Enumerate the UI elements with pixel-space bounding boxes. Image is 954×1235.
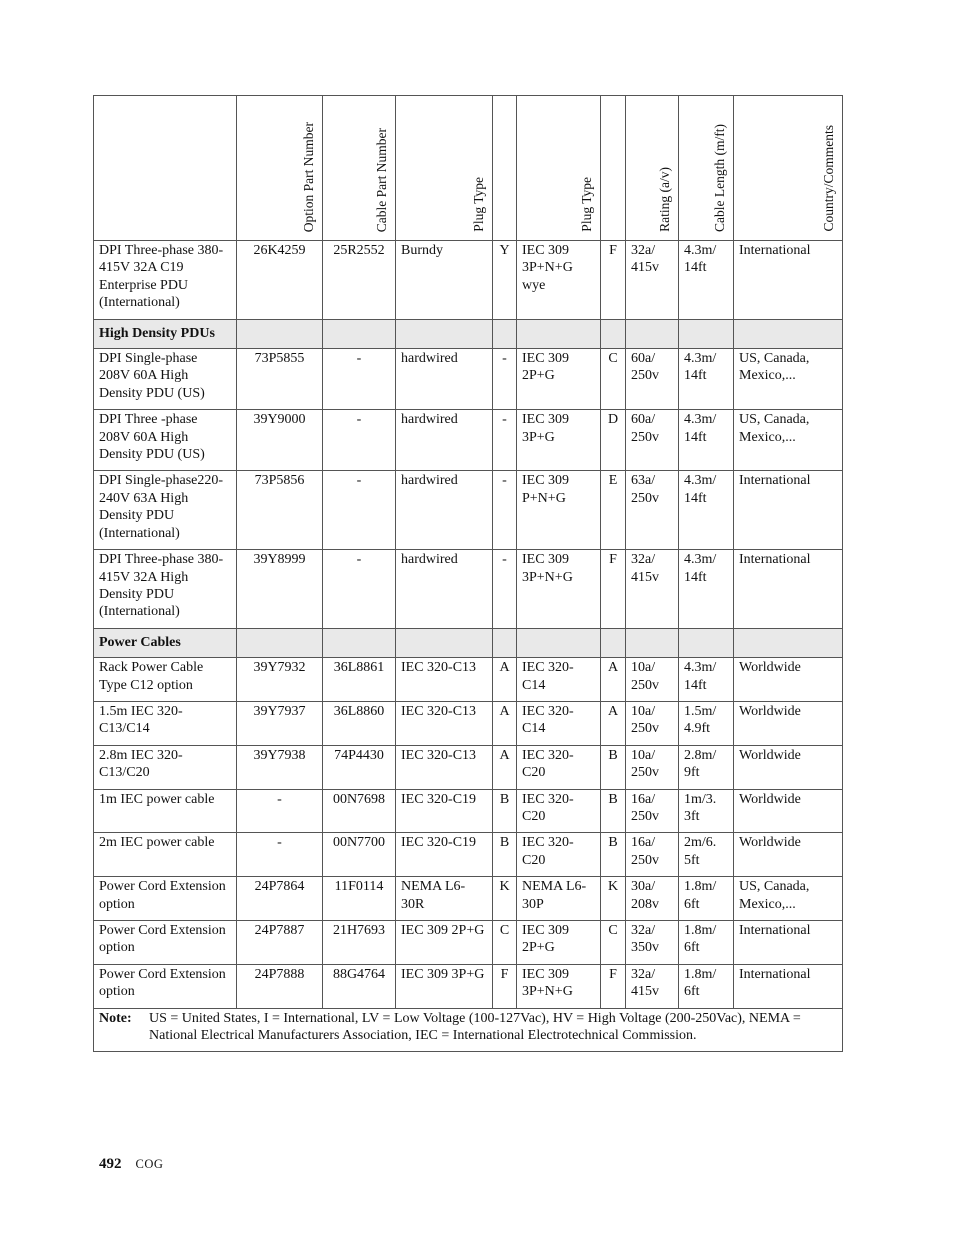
cell-plug-code-2: C bbox=[601, 349, 626, 410]
header-code-2 bbox=[601, 96, 626, 241]
header-country-label: Country/Comments bbox=[821, 125, 836, 232]
table-body bbox=[94, 241, 843, 1009]
cell-plug-code-1: K bbox=[493, 877, 517, 921]
cell-cable-part: 36L8861 bbox=[323, 658, 396, 702]
section-empty-cell bbox=[493, 319, 517, 348]
cell-plug-code-1: A bbox=[493, 658, 517, 702]
cell-cable-length: 1.5m/ 4.9ft bbox=[679, 701, 734, 745]
cell-rating: 16a/ 250v bbox=[626, 789, 679, 833]
cell-plug-type-2: IEC 320- C20 bbox=[517, 745, 601, 789]
section-row bbox=[94, 319, 843, 348]
header-code-1 bbox=[493, 96, 517, 241]
cell-rating: 16a/ 250v bbox=[626, 833, 679, 877]
cell-cable-length: 1.8m/ 6ft bbox=[679, 964, 734, 1008]
header-country bbox=[734, 96, 843, 241]
cell-rating: 32a/ 350v bbox=[626, 921, 679, 965]
cell-cable-part: 74P4430 bbox=[323, 745, 396, 789]
cell-country: Worldwide bbox=[734, 745, 843, 789]
cell-description: DPI Three-phase 380-415V 32A C19 Enterprise PDU (International) bbox=[94, 241, 237, 320]
cell-plug-code-2: A bbox=[601, 701, 626, 745]
cell-description: 2m IEC power cable bbox=[94, 833, 237, 877]
cell-cable-length: 4.3m/ 14ft bbox=[679, 410, 734, 471]
cell-plug-type-2: IEC 309 3P+G bbox=[517, 410, 601, 471]
cell-country: Worldwide bbox=[734, 789, 843, 833]
table-row bbox=[94, 877, 843, 921]
running-title: COG bbox=[135, 1157, 164, 1171]
cell-cable-part: 00N7700 bbox=[323, 833, 396, 877]
section-empty-cell bbox=[679, 628, 734, 657]
cell-rating: 32a/ 415v bbox=[626, 241, 679, 320]
page-number: 492 bbox=[99, 1156, 122, 1172]
cell-country: US, Canada, Mexico,... bbox=[734, 877, 843, 921]
cell-rating: 10a/ 250v bbox=[626, 745, 679, 789]
cell-cable-part: - bbox=[323, 471, 396, 550]
cell-cable-length: 1m/3. 3ft bbox=[679, 789, 734, 833]
header-cable-length bbox=[679, 96, 734, 241]
cell-plug-code-1: B bbox=[493, 833, 517, 877]
section-empty-cell bbox=[237, 319, 323, 348]
header-option-part bbox=[237, 96, 323, 241]
cell-plug-type-2: IEC 309 P+N+G bbox=[517, 471, 601, 550]
cell-country: International bbox=[734, 471, 843, 550]
cell-cable-length: 1.8m/ 6ft bbox=[679, 877, 734, 921]
cell-rating: 10a/ 250v bbox=[626, 658, 679, 702]
cell-country: International bbox=[734, 964, 843, 1008]
cell-cable-length: 4.3m/ 14ft bbox=[679, 550, 734, 629]
cell-plug-type-2: IEC 320- C14 bbox=[517, 701, 601, 745]
cell-cable-part: 00N7698 bbox=[323, 789, 396, 833]
cell-plug-type-2: IEC 320- C20 bbox=[517, 789, 601, 833]
header-plug-type-2-label: Plug Type bbox=[579, 177, 594, 232]
cell-plug-type-2: IEC 309 3P+N+G bbox=[517, 550, 601, 629]
cell-plug-type-1: hardwired bbox=[396, 471, 493, 550]
cell-cable-length: 4.3m/ 14ft bbox=[679, 241, 734, 320]
cell-description: 2.8m IEC 320- C13/C20 bbox=[94, 745, 237, 789]
table-row bbox=[94, 833, 843, 877]
cell-plug-type-2: NEMA L6- 30P bbox=[517, 877, 601, 921]
cell-plug-code-2: E bbox=[601, 471, 626, 550]
power-cable-table bbox=[93, 95, 843, 1052]
cell-plug-type-2: IEC 309 3P+N+G bbox=[517, 964, 601, 1008]
cell-plug-type-1: IEC 309 2P+G bbox=[396, 921, 493, 965]
cell-plug-code-2: B bbox=[601, 745, 626, 789]
table-row bbox=[94, 410, 843, 471]
cell-option-part: 39Y7938 bbox=[237, 745, 323, 789]
cell-plug-type-2: IEC 320- C14 bbox=[517, 658, 601, 702]
cell-plug-code-1: A bbox=[493, 701, 517, 745]
cell-option-part: 39Y7937 bbox=[237, 701, 323, 745]
section-empty-cell bbox=[396, 319, 493, 348]
section-empty-cell bbox=[626, 319, 679, 348]
cell-plug-code-1: Y bbox=[493, 241, 517, 320]
section-empty-cell bbox=[734, 319, 843, 348]
cell-country: International bbox=[734, 241, 843, 320]
table-row bbox=[94, 550, 843, 629]
section-empty-cell bbox=[323, 628, 396, 657]
cell-plug-type-1: IEC 320-C19 bbox=[396, 833, 493, 877]
cell-option-part: - bbox=[237, 833, 323, 877]
cell-country: International bbox=[734, 550, 843, 629]
note bbox=[99, 1010, 837, 1045]
cell-plug-type-1: IEC 320-C19 bbox=[396, 789, 493, 833]
cell-plug-type-2: IEC 309 3P+N+G wye bbox=[517, 241, 601, 320]
cell-country: US, Canada, Mexico,... bbox=[734, 410, 843, 471]
section-label: Power Cables bbox=[94, 628, 237, 657]
cell-option-part: 24P7887 bbox=[237, 921, 323, 965]
cell-option-part: 24P7864 bbox=[237, 877, 323, 921]
section-empty-cell bbox=[626, 628, 679, 657]
cell-description: Rack Power Cable Type C12 option bbox=[94, 658, 237, 702]
cell-option-part: - bbox=[237, 789, 323, 833]
note-cell bbox=[94, 1008, 843, 1052]
cell-plug-code-1: B bbox=[493, 789, 517, 833]
cell-country: Worldwide bbox=[734, 658, 843, 702]
cell-description: DPI Three-phase 380-415V 32A High Density PDU (International) bbox=[94, 550, 237, 629]
page-footer bbox=[99, 1156, 163, 1173]
cell-description: Power Cord Extension option bbox=[94, 921, 237, 965]
cell-description: Power Cord Extension option bbox=[94, 877, 237, 921]
cell-plug-code-2: D bbox=[601, 410, 626, 471]
section-empty-cell bbox=[323, 319, 396, 348]
table-row bbox=[94, 701, 843, 745]
cell-plug-code-2: K bbox=[601, 877, 626, 921]
cell-option-part: 39Y9000 bbox=[237, 410, 323, 471]
cell-cable-length: 2m/6. 5ft bbox=[679, 833, 734, 877]
cell-cable-part: 11F0114 bbox=[323, 877, 396, 921]
section-empty-cell bbox=[237, 628, 323, 657]
table-row bbox=[94, 471, 843, 550]
section-empty-cell bbox=[493, 628, 517, 657]
section-empty-cell bbox=[396, 628, 493, 657]
header-cable-part-label: Cable Part Number bbox=[374, 127, 389, 232]
cell-cable-length: 4.3m/ 14ft bbox=[679, 349, 734, 410]
cell-country: Worldwide bbox=[734, 701, 843, 745]
header-plug-type-1 bbox=[396, 96, 493, 241]
cell-plug-code-1: - bbox=[493, 550, 517, 629]
cell-rating: 10a/ 250v bbox=[626, 701, 679, 745]
section-row bbox=[94, 628, 843, 657]
section-empty-cell bbox=[601, 628, 626, 657]
cell-cable-length: 4.3m/ 14ft bbox=[679, 658, 734, 702]
table-row bbox=[94, 349, 843, 410]
header-cable-part bbox=[323, 96, 396, 241]
cell-rating: 32a/ 415v bbox=[626, 964, 679, 1008]
section-empty-cell bbox=[679, 319, 734, 348]
header-row bbox=[94, 96, 843, 241]
cell-plug-type-1: IEC 320-C13 bbox=[396, 745, 493, 789]
cell-option-part: 73P5855 bbox=[237, 349, 323, 410]
cell-plug-code-2: A bbox=[601, 658, 626, 702]
cell-rating: 60a/ 250v bbox=[626, 410, 679, 471]
cell-plug-type-1: IEC 320-C13 bbox=[396, 658, 493, 702]
cell-plug-code-2: F bbox=[601, 550, 626, 629]
cell-plug-type-1: hardwired bbox=[396, 410, 493, 471]
header-rating bbox=[626, 96, 679, 241]
cell-plug-code-2: C bbox=[601, 921, 626, 965]
header-cable-length-label: Cable Length (m/ft) bbox=[712, 124, 727, 232]
cell-rating: 32a/ 415v bbox=[626, 550, 679, 629]
cell-cable-part: 21H7693 bbox=[323, 921, 396, 965]
header-description bbox=[94, 96, 237, 241]
table-row bbox=[94, 921, 843, 965]
cell-cable-length: 1.8m/ 6ft bbox=[679, 921, 734, 965]
cell-plug-code-1: A bbox=[493, 745, 517, 789]
cell-option-part: 73P5856 bbox=[237, 471, 323, 550]
cell-option-part: 39Y8999 bbox=[237, 550, 323, 629]
header-plug-type-1-label: Plug Type bbox=[471, 177, 486, 232]
cell-plug-type-2: IEC 320- C20 bbox=[517, 833, 601, 877]
cell-plug-type-1: hardwired bbox=[396, 349, 493, 410]
cell-country: International bbox=[734, 921, 843, 965]
cell-plug-code-2: B bbox=[601, 789, 626, 833]
cell-plug-type-1: hardwired bbox=[396, 550, 493, 629]
cell-description: DPI Three -phase 208V 60A High Density PDU (US) bbox=[94, 410, 237, 471]
note-label: Note: bbox=[99, 1010, 132, 1026]
cell-cable-length: 2.8m/ 9ft bbox=[679, 745, 734, 789]
cell-plug-code-2: B bbox=[601, 833, 626, 877]
cell-plug-type-2: IEC 309 2P+G bbox=[517, 349, 601, 410]
header-plug-type-2 bbox=[517, 96, 601, 241]
cell-plug-type-1: IEC 309 3P+G bbox=[396, 964, 493, 1008]
cell-rating: 60a/ 250v bbox=[626, 349, 679, 410]
cell-rating: 30a/ 208v bbox=[626, 877, 679, 921]
section-empty-cell bbox=[734, 628, 843, 657]
cell-cable-part: 88G4764 bbox=[323, 964, 396, 1008]
header-option-part-label: Option Part Number bbox=[301, 121, 316, 232]
cell-description: DPI Single-phase 208V 60A High Density PDU (US) bbox=[94, 349, 237, 410]
section-empty-cell bbox=[517, 319, 601, 348]
cell-country: Worldwide bbox=[734, 833, 843, 877]
cell-country: US, Canada, Mexico,... bbox=[734, 349, 843, 410]
cell-cable-part: - bbox=[323, 349, 396, 410]
cell-description: Power Cord Extension option bbox=[94, 964, 237, 1008]
table-row bbox=[94, 658, 843, 702]
section-empty-cell bbox=[601, 319, 626, 348]
cell-cable-part: - bbox=[323, 410, 396, 471]
cell-option-part: 39Y7932 bbox=[237, 658, 323, 702]
cell-option-part: 24P7888 bbox=[237, 964, 323, 1008]
cell-plug-type-1: NEMA L6- 30R bbox=[396, 877, 493, 921]
table-row bbox=[94, 745, 843, 789]
header-rating-label: Rating (a/v) bbox=[657, 167, 672, 232]
table-row bbox=[94, 789, 843, 833]
cell-plug-code-1: - bbox=[493, 471, 517, 550]
note-text: US = United States, I = International, LV = Low Voltage (100-127Vac), HV = High Voltage (200-250Vac), NEMA = National Electrical Manufacturers Association, IEC = International Electrotechnical Commission. bbox=[149, 1010, 801, 1044]
cell-cable-part: - bbox=[323, 550, 396, 629]
cell-plug-code-1: - bbox=[493, 410, 517, 471]
cell-cable-length: 4.3m/ 14ft bbox=[679, 471, 734, 550]
cell-plug-type-2: IEC 309 2P+G bbox=[517, 921, 601, 965]
table-row bbox=[94, 964, 843, 1008]
section-empty-cell bbox=[517, 628, 601, 657]
cell-rating: 63a/ 250v bbox=[626, 471, 679, 550]
cell-plug-type-1: Burndy bbox=[396, 241, 493, 320]
cell-description: 1m IEC power cable bbox=[94, 789, 237, 833]
cell-description: 1.5m IEC 320- C13/C14 bbox=[94, 701, 237, 745]
cell-plug-code-1: - bbox=[493, 349, 517, 410]
cell-cable-part: 36L8860 bbox=[323, 701, 396, 745]
note-row bbox=[94, 1008, 843, 1052]
cell-plug-code-1: C bbox=[493, 921, 517, 965]
cell-plug-type-1: IEC 320-C13 bbox=[396, 701, 493, 745]
cell-description: DPI Single-phase220-240V 63A High Density PDU (International) bbox=[94, 471, 237, 550]
cell-plug-code-2: F bbox=[601, 964, 626, 1008]
cell-cable-part: 25R2552 bbox=[323, 241, 396, 320]
section-label: High Density PDUs bbox=[94, 319, 237, 348]
cell-option-part: 26K4259 bbox=[237, 241, 323, 320]
cell-plug-code-1: F bbox=[493, 964, 517, 1008]
cell-plug-code-2: F bbox=[601, 241, 626, 320]
table-row bbox=[94, 241, 843, 320]
